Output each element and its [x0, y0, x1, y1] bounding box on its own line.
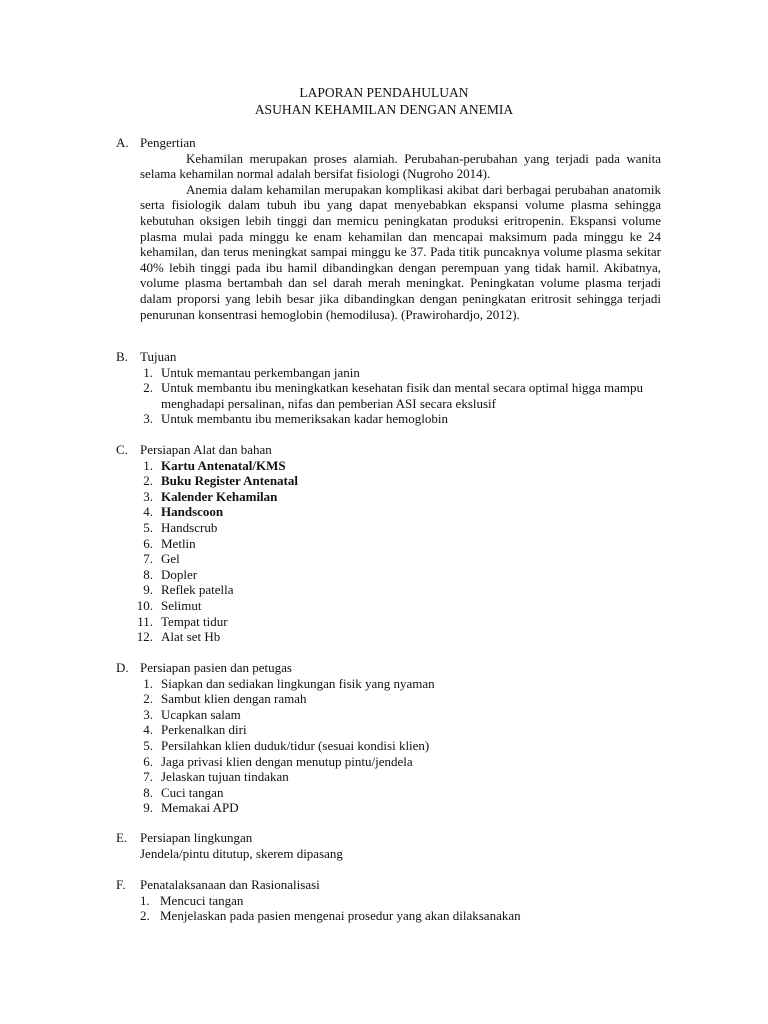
list-item-text: Perkenalkan diri [161, 722, 247, 738]
section-heading [116, 660, 661, 676]
list-item-number: 1. [143, 675, 153, 691]
list-item [140, 893, 661, 909]
list-item-text: Untuk memantau perkembangan janin [161, 364, 360, 380]
list-item-text: Memakai APD [161, 800, 239, 816]
list-item-text: Handscoon [161, 504, 224, 520]
list-item [116, 722, 661, 738]
list-item [116, 504, 661, 520]
paragraph: Anemia dalam kehamilan merupakan komplikasi akibat dari berbagai perubahan anatomik serta fisiologik dalam tubuh ibu yang dapat menyebabkan ekspansi volume plasma sehingga kebutuhan oksigen lebih tinggi dan memicu peningkatan produksi eritropenin. Ekspansi volume plasma mulai pada minggu ke enam kehamilan dan mencapai maksimum pada minggu ke 24 kehamilan, dan terus meningkat sampai minggu ke 37. Pada titik puncaknya volume plasma sekitar 40% lebih tinggi pada ibu hamil dibandingkan dengan perempuan yang tidak hamil. Akibatnya, volume plasma bertambah dan sel darah merah meningkat. Peningkatan volume plasma terjadi dalam proporsi yang lebih besar jika dibandingkan dengan peningkatan eritrosit sehingga terjadi penurunan konsentrasi hemoglobin (hemodilusa). (Prawirohardjo, 2012). [140, 181, 661, 322]
list-item [116, 411, 661, 427]
list-item-text: Menjelaskan pada pasien mengenai prosedur yang akan dilaksanakan [160, 908, 521, 924]
list-item-number: 2. [143, 691, 153, 707]
list-item [116, 785, 661, 801]
section-letter: D. [116, 660, 129, 675]
list-item [116, 800, 661, 816]
list-item-number: 10. [136, 597, 153, 613]
section-letter: E. [116, 830, 128, 845]
list-item-text: Persilahkan klien duduk/tidur (sesuai kondisi klien) [161, 737, 430, 753]
list-item-text: Mencuci tangan [160, 892, 244, 908]
list-item [116, 629, 661, 645]
list-item [116, 536, 661, 552]
list-item-text: Tempat tidur [161, 613, 228, 629]
list-item-number: 6. [143, 753, 153, 769]
list-item-number: 8. [143, 566, 153, 582]
list-item-number: 6. [143, 535, 153, 551]
list-item-number: 2. [140, 908, 150, 924]
list-item [116, 458, 661, 474]
list-item [116, 707, 661, 723]
list-item-number: 1. [140, 892, 150, 908]
section-heading [116, 135, 661, 151]
list-item-text: Sambut klien dengan ramah [161, 691, 307, 707]
list-item-number: 5. [143, 737, 153, 753]
section-body [140, 151, 661, 323]
list-item-number: 1. [143, 364, 153, 380]
list-item-text: Kalender Kehamilan [161, 488, 278, 504]
numbered-list [116, 676, 661, 816]
list-item-text: Siapkan dan sediakan lingkungan fisik yang nyaman [161, 675, 435, 691]
list-item-text: Gel [161, 551, 180, 567]
list-item-number: 7. [143, 769, 153, 785]
section-persiapan-lingkungan [116, 830, 661, 861]
section-pengertian [116, 135, 661, 322]
list-item-text: Untuk membantu ibu meningkatkan kesehatan fisik dan mental secara optimal higga mampu menghadapi persalinan, nifas dan pemberian ASI secara ekslusif [161, 380, 643, 411]
list-item-number: 12. [136, 629, 153, 645]
list-item-number: 7. [143, 551, 153, 567]
list-item-number: 2. [143, 380, 153, 396]
list-item [116, 567, 661, 583]
numbered-list [116, 458, 661, 645]
list-item [116, 691, 661, 707]
section-heading [116, 830, 661, 846]
list-item-number: 9. [143, 582, 153, 598]
list-item [116, 365, 661, 381]
section-letter: F. [116, 877, 126, 892]
section-title: Persiapan Alat dan bahan [140, 442, 272, 457]
list-item [116, 582, 661, 598]
list-item-text: Handscrub [161, 519, 218, 535]
list-item [116, 520, 661, 536]
list-item [116, 551, 661, 567]
list-item-number: 9. [143, 800, 153, 816]
list-item-number: 1. [143, 457, 153, 473]
list-item-number: 3. [143, 706, 153, 722]
list-item [116, 489, 661, 505]
section-title: Pengertian [140, 135, 196, 150]
list-item-number: 4. [143, 722, 153, 738]
list-item-text: Cuci tangan [161, 784, 224, 800]
section-letter: A. [116, 135, 129, 150]
list-item [116, 598, 661, 614]
paragraph: Kehamilan merupakan proses alamiah. Perubahan-perubahan yang terjadi pada wanita selama kehamilan normal adalah bersifat fisiologi (Nugroho 2014). [140, 150, 661, 182]
list-item-text: Dopler [161, 566, 198, 582]
list-item-number: 5. [143, 519, 153, 535]
section-heading [116, 349, 661, 365]
list-item-number: 3. [143, 488, 153, 504]
section-title: Persiapan lingkungan [140, 830, 253, 845]
section-title: Tujuan [140, 349, 177, 364]
list-item-text: Jelaskan tujuan tindakan [161, 769, 289, 785]
list-item-text: Buku Register Antenatal [161, 473, 298, 489]
list-item-number: 4. [143, 504, 153, 520]
list-item-text: Selimut [161, 597, 202, 613]
list-item [116, 769, 661, 785]
section-persiapan-pasien [116, 660, 661, 816]
document-title-line-2: ASUHAN KEHAMILAN DENGAN ANEMIA [254, 102, 514, 117]
list-item [116, 614, 661, 630]
list-item-number: 3. [143, 411, 153, 427]
list-item-text: Alat set Hb [161, 629, 221, 645]
section-heading [116, 442, 661, 458]
list-item-text: Untuk membantu ibu memeriksakan kadar hemoglobin [161, 411, 449, 427]
list-item-text: Metlin [161, 535, 196, 551]
section-persiapan-alat [116, 442, 661, 645]
section-title: Persiapan pasien dan petugas [140, 660, 292, 675]
section-penatalaksanaan [116, 877, 661, 924]
numbered-list [140, 893, 661, 924]
list-item-text: Kartu Antenatal/KMS [161, 457, 286, 473]
list-item [140, 908, 661, 924]
list-item [116, 380, 661, 411]
list-item [116, 676, 661, 692]
list-item-text: Reflek patella [161, 582, 234, 598]
list-item [116, 473, 661, 489]
list-item-text: Ucapkan salam [161, 706, 241, 722]
document-title-line-1: LAPORAN PENDAHULUAN [299, 85, 469, 100]
numbered-list [116, 365, 661, 427]
list-item-number: 2. [143, 473, 153, 489]
list-item [116, 738, 661, 754]
section-letter: C. [116, 442, 128, 457]
list-item-text: Jaga privasi klien dengan menutup pintu/jendela [161, 753, 413, 769]
section-letter: B. [116, 349, 128, 364]
section-heading [116, 877, 661, 893]
section-tujuan [116, 349, 661, 427]
section-text: Jendela/pintu ditutup, skerem dipasang [140, 845, 343, 861]
list-item [116, 754, 661, 770]
list-item-number: 11. [137, 613, 153, 629]
section-title: Penatalaksanaan dan Rasionalisasi [140, 877, 320, 892]
list-item-number: 8. [143, 784, 153, 800]
